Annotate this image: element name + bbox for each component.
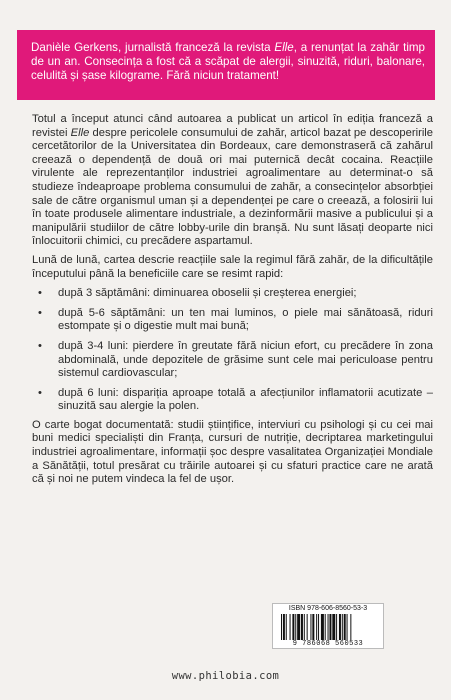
blurb-suffix: , a renunțat la zahăr timp de un an. Consecința a fost că a scăpat de alergii, sinuzită, riduri, balonare, celulită și șase kilograme. Fără niciun tratament! — [31, 41, 426, 83]
list-item: • după 3-4 luni: pierdere în greutate fără niciun efort, cu precădere în zona abdominală, unde depozitele de grăsime sunt cele mai periculoase pentru sistemul cardiovascular; — [32, 340, 433, 381]
list-item: • după 5-6 săptămâni: un ten mai luminos, o piele mai sănătoasă, riduri estompate și o digestie mult mai bună; — [32, 307, 433, 334]
blurb-text — [31, 41, 425, 84]
paragraph-3: O carte bogat documentată: studii științifice, interviuri cu psihologi și cu cei mai buni medici specialiști din Franța, cursuri de nutriție, decriptarea marketingului industriei agroalimentare, informații șoc despre vasalitatea Organizației Mondiale a Sănătății, totul presărat cu trăirile autoarei și cu sfaturi practice care ne arată că și noi ne putem vindeca la fel de ușor. — [32, 418, 433, 486]
publisher-url: www.philobia.com — [171, 670, 280, 682]
barcode-number: 9 786068 560533 — [292, 640, 364, 648]
list-item: • după 6 luni: dispariția aproape totală a afecțiunilor inflamatorii acutizate – sinuzită sau alergie la polen. — [32, 387, 433, 414]
blurb-prefix: Danièle Gerkens, jurnalistă franceză la revista — [31, 41, 275, 54]
isbn-label: ISBN 978-606-8560-53-3 — [288, 605, 368, 612]
list-item: • după 3 săptămâni: diminuarea oboselii și creșterea energiei; — [32, 287, 433, 301]
milestone-list — [32, 287, 433, 414]
barcode-bars — [281, 614, 379, 640]
blurb-magazine: Elle — [274, 41, 294, 54]
description — [32, 113, 433, 487]
blurb-box — [17, 30, 435, 100]
paragraph-2: Lună de lună, cartea descrie reacțiile sale la regimul fără zahăr, de la dificultățile începutului până la beneficiile care se resimt rapid: — [32, 253, 433, 280]
paragraph-1-magazine: Elle — [70, 126, 90, 139]
paragraph-1 — [32, 113, 433, 249]
paragraph-1-suffix: despre pericolele consumului de zahăr, articol bazat pe descoperirile cercetătorilor de la Universitatea din Bordeaux, care demonstraseră că zahărul creează o dependență de două ori mai puternică decât cocaina. Reacțiile virulente ale reprezentanților industriei agroalimentare au determinat-o să studieze îndeaproape problema consumului de zahăr, a consecințelor absorbției sale de către organismul uman și a dependenței pe care o creează, a folosirii lui în toate produsele alimentare industriale, a dezinformării masive a publicului și a manipulării studiilor de către lobby-urile din branșă. Nu sunt lăsați deoparte nici înlocuitorii chimici, cu precădere aspartamul. — [32, 126, 434, 248]
paragraph-1-prefix: Totul a început atunci când autoarea a publicat un articol în ediția franceză a revistei — [32, 113, 433, 139]
barcode — [272, 603, 384, 649]
